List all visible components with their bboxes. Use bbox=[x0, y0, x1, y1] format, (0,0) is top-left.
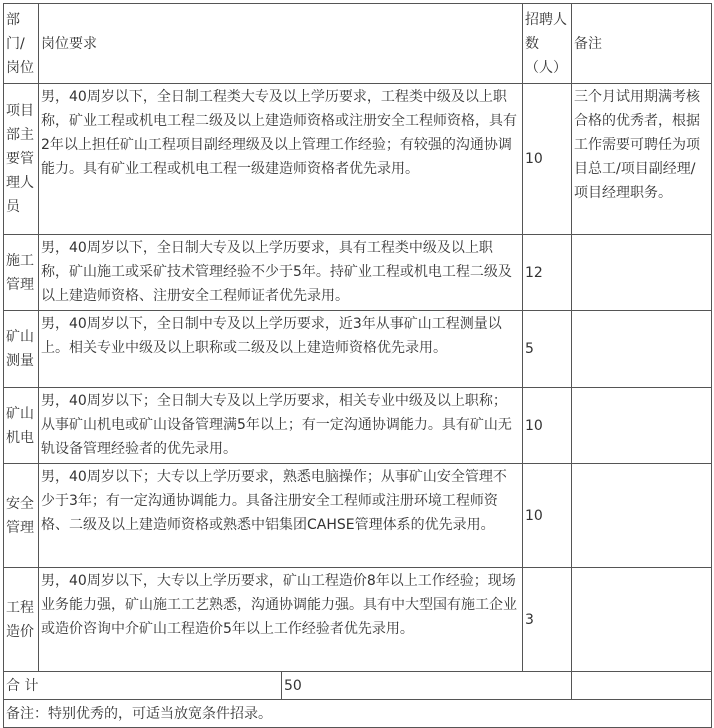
dept-cell: 项目部主要管理人员 bbox=[4, 84, 39, 235]
note-cell bbox=[572, 464, 712, 568]
header-requirements: 岗位要求 bbox=[39, 4, 523, 84]
header-count: 招聘人数（人） bbox=[523, 4, 572, 84]
header-note: 备注 bbox=[572, 4, 712, 84]
total-value: 50 bbox=[282, 672, 572, 700]
total-empty-cell bbox=[572, 672, 712, 700]
requirements-cell: 男，40周岁以下；大专以上学历要求，熟悉电脑操作；从事矿山安全管理不少于3年；有一定沟通协调能力。具备注册安全工程师或注册环境工程师资格、二级及以上建造师资格或熟悉中铝集团CAHSE管理体系的优先录用。 bbox=[39, 464, 523, 568]
total-label: 合 计 bbox=[4, 672, 282, 700]
count-cell: 3 bbox=[523, 568, 572, 672]
table-row bbox=[4, 235, 712, 311]
count-cell: 10 bbox=[523, 84, 572, 235]
dept-cell: 工程造价 bbox=[4, 568, 39, 672]
table-row bbox=[4, 311, 712, 388]
footnote-row bbox=[4, 700, 712, 728]
count-cell: 10 bbox=[523, 388, 572, 464]
note-cell bbox=[572, 568, 712, 672]
table-row bbox=[4, 388, 712, 464]
note-cell: 三个月试用期满考核合格的优秀者，根据工作需要可聘任为项目总工/项目副经理/项目经理职务。 bbox=[572, 84, 712, 235]
header-row bbox=[4, 4, 712, 84]
dept-cell: 矿山机电 bbox=[4, 388, 39, 464]
requirements-cell: 男，40周岁以下；全日制大专及以上学历要求，相关专业中级及以上职称；从事矿山机电或矿山设备管理满5年以上；有一定沟通协调能力。具有矿山无轨设备管理经验者的优先录用。 bbox=[39, 388, 523, 464]
requirements-cell: 男，40周岁以下，大专以上学历要求，矿山工程造价8年以上工作经验；现场业务能力强，矿山施工工艺熟悉，沟通协调能力强。具有中大型国有施工企业或造价咨询中介矿山工程造价5年以上工作经验者优先录用。 bbox=[39, 568, 523, 672]
total-row bbox=[4, 672, 712, 700]
recruitment-table-container bbox=[3, 3, 711, 728]
dept-cell: 安全管理 bbox=[4, 464, 39, 568]
dept-cell: 施工管理 bbox=[4, 235, 39, 311]
requirements-cell: 男，40周岁以下，全日制大专及以上学历要求，具有工程类中级及以上职称，矿山施工或采矿技术管理经验不少于5年。持矿业工程或机电工程二级及以上建造师资格、注册安全工程师证者优先录用。 bbox=[39, 235, 523, 311]
note-cell bbox=[572, 311, 712, 388]
dept-cell: 矿山测量 bbox=[4, 311, 39, 388]
table-row bbox=[4, 568, 712, 672]
note-cell bbox=[572, 235, 712, 311]
count-cell: 5 bbox=[523, 311, 572, 388]
requirements-cell: 男，40周岁以下，全日制工程类大专及以上学历要求，工程类中级及以上职称，矿业工程或机电工程二级及以上建造师资格或注册安全工程师资格，具有2年以上担任矿山工程项目副经理级及以上管理工作经验；有较强的沟通协调能力。具有矿业工程或机电工程一级建造师资格者优先录用。 bbox=[39, 84, 523, 235]
requirements-cell: 男，40周岁以下，全日制中专及以上学历要求，近3年从事矿山工程测量以上。相关专业中级及以上职称或二级及以上建造师资格优先录用。 bbox=[39, 311, 523, 388]
header-dept: 部门/岗位 bbox=[4, 4, 39, 84]
count-cell: 12 bbox=[523, 235, 572, 311]
footnote: 备注：特别优秀的，可适当放宽条件招录。 bbox=[4, 700, 712, 728]
note-cell bbox=[572, 388, 712, 464]
table-row bbox=[4, 84, 712, 235]
count-cell: 10 bbox=[523, 464, 572, 568]
table-row bbox=[4, 464, 712, 568]
recruitment-table bbox=[3, 3, 712, 728]
